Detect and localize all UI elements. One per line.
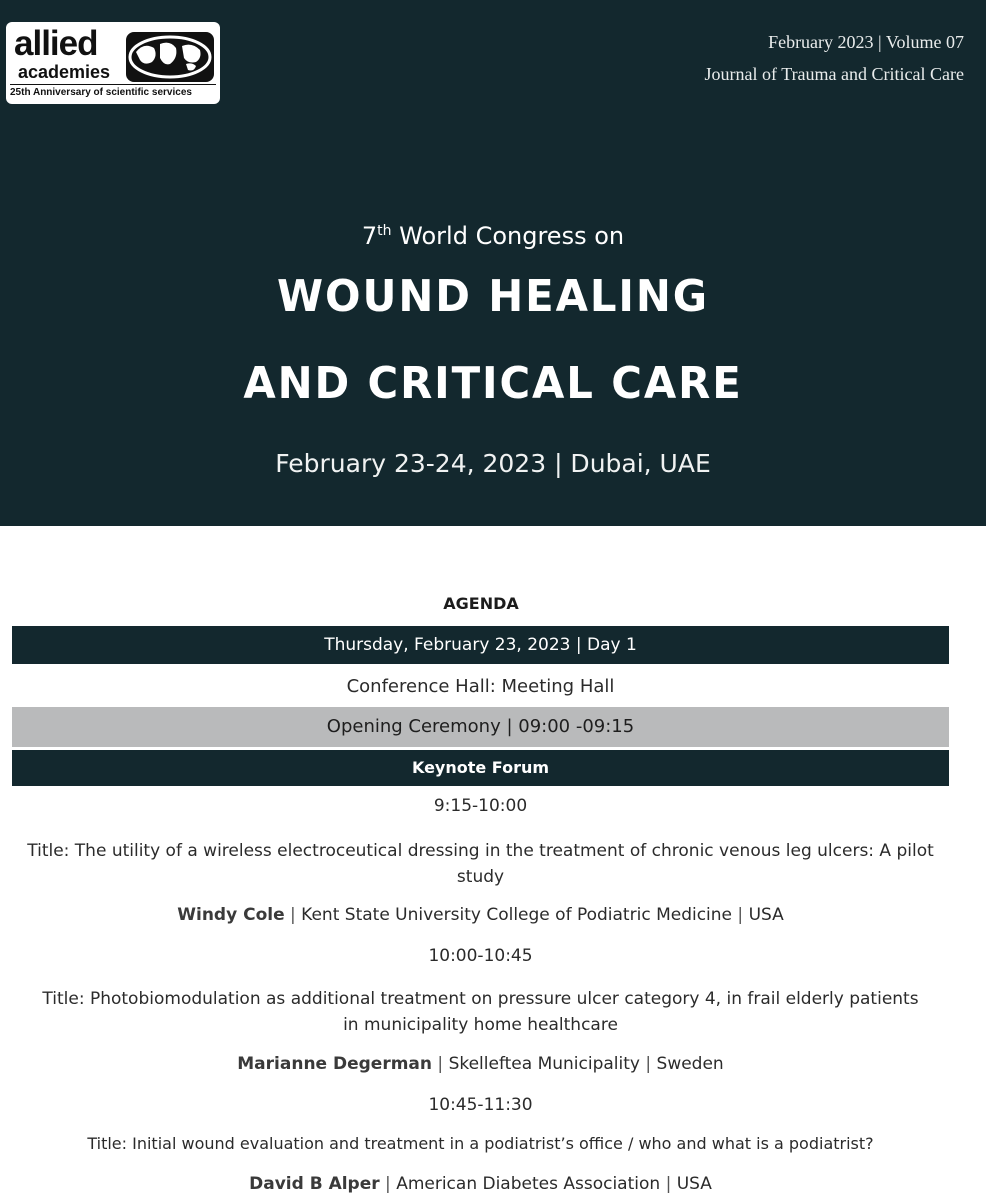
talk-time: 10:00-10:45 (428, 946, 533, 966)
edition-text: World Congress on (391, 222, 625, 250)
speaker-affiliation: American Diabetes Association (396, 1174, 661, 1194)
edition-number: 7 (361, 222, 378, 250)
speaker-name: Marianne Degerman (237, 1054, 433, 1074)
hall-label: Conference Hall: Meeting Hall (346, 676, 615, 697)
day-band: Thursday, February 23, 2023 | Day 1 (12, 626, 949, 664)
talk-title: Title: The utility of a wireless electroceutical dressing in the treatment of chronic venous leg ulcers: A pilot study (27, 841, 934, 887)
speaker-country: USA (676, 1174, 712, 1194)
speaker-country: Sweden (656, 1054, 724, 1074)
globe-icon (126, 32, 214, 82)
talk-title: Title: Initial wound evaluation and treatment in a podiatrist’s office / who and what is a podiatrist? (87, 1134, 874, 1153)
speaker-affiliation: Kent State University College of Podiatric Medicine (301, 905, 733, 925)
keynote-band: Keynote Forum (12, 750, 949, 786)
talk-title: Title: Photobiomodulation as additional treatment on pressure ulcer category 4, in frail elderly patients in municipality home healthcare (42, 989, 919, 1035)
edition-ordinal: th (377, 223, 392, 239)
congress-title-line2: AND CRITICAL CARE (243, 358, 743, 409)
speaker-name: David B Alper (249, 1174, 380, 1194)
talk-time: 10:45-11:30 (428, 1095, 533, 1115)
agenda-heading: AGENDA (443, 594, 519, 613)
talk-speaker-line: Marianne Degerman | Skelleftea Municipality | Sweden (237, 1054, 724, 1074)
congress-dateline: February 23-24, 2023 | Dubai, UAE (275, 449, 711, 478)
congress-edition (0, 222, 986, 250)
hero-banner (0, 0, 986, 526)
allied-academies-logo (6, 22, 220, 104)
speaker-name: Windy Cole (177, 905, 285, 925)
logo-tagline: 25th Anniversary of scientific services (10, 84, 216, 101)
opening-band: Opening Ceremony | 09:00 -09:15 (12, 707, 949, 747)
journal-name: Journal of Trauma and Critical Care (704, 64, 964, 84)
speaker-country: USA (748, 905, 784, 925)
speaker-affiliation: Skelleftea Municipality (448, 1054, 640, 1074)
logo-sub: academies (18, 62, 111, 82)
congress-title-line1: WOUND HEALING (277, 271, 709, 322)
talk-speaker-line: David B Alper | American Diabetes Association | USA (249, 1174, 712, 1194)
logo-word: allied (14, 24, 98, 63)
talk-time: 9:15-10:00 (433, 796, 528, 816)
talk-speaker-line: Windy Cole | Kent State University College of Podiatric Medicine | USA (177, 905, 784, 925)
issue-info: February 2023 | Volume 07 (768, 32, 964, 52)
